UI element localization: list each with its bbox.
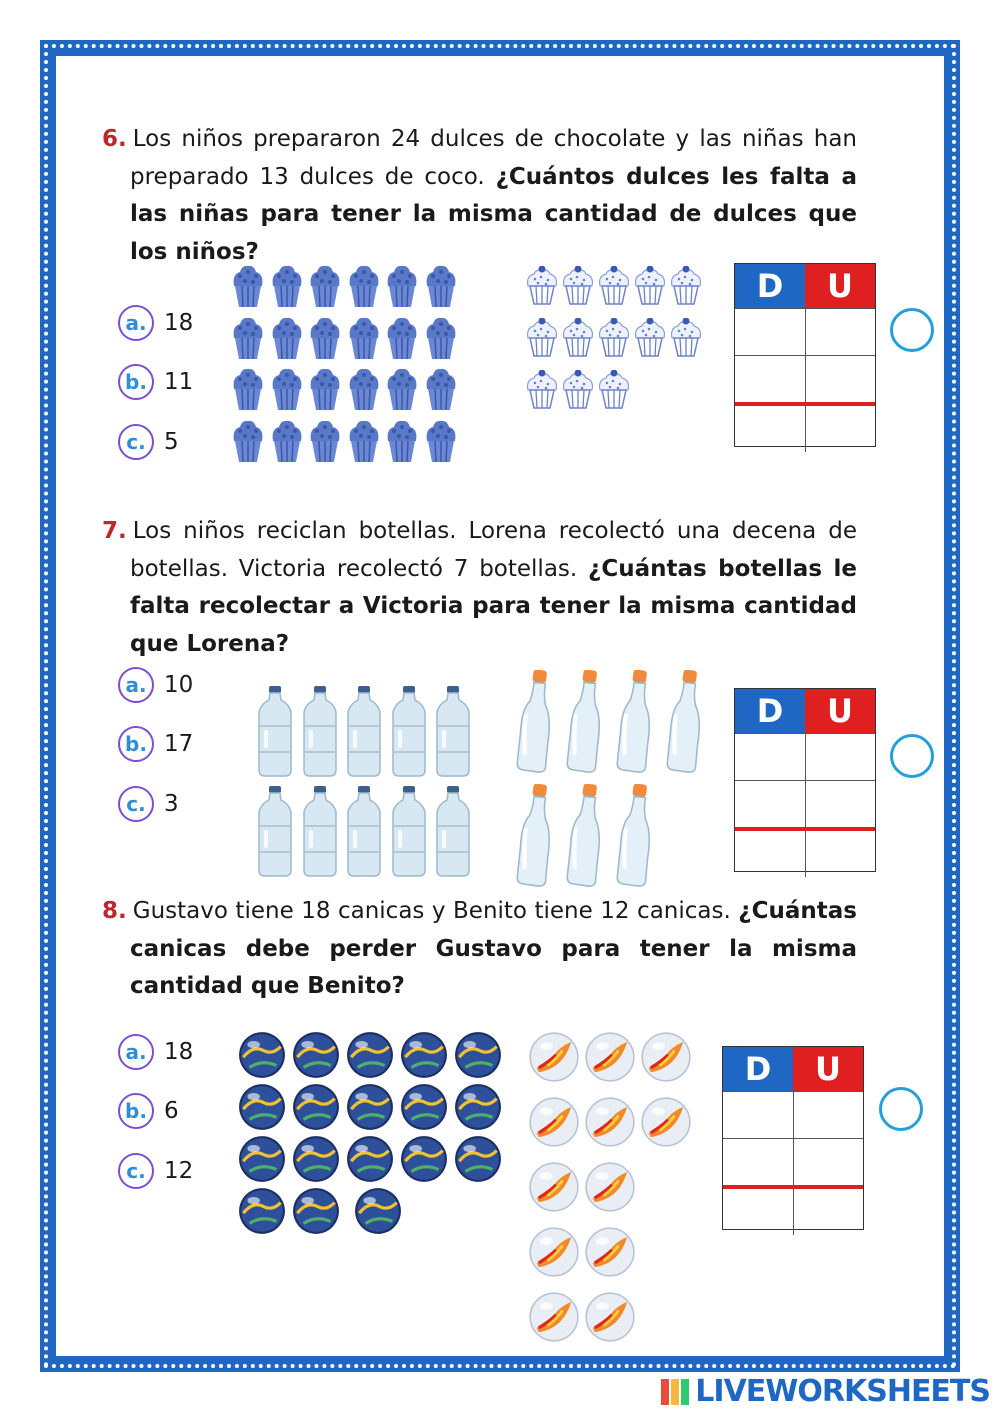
- q7-du-header-u: U: [805, 689, 875, 733]
- q8-option-a-value: 18: [164, 1039, 194, 1065]
- question-6-number: 6.: [102, 126, 127, 152]
- orange-marble-icon: [528, 1161, 580, 1213]
- coconut-cupcake-icon: [560, 370, 596, 410]
- coconut-cupcake-icon: [560, 318, 596, 358]
- water-bottle-icon: [344, 786, 384, 878]
- chocolate-cupcake-icon: [423, 367, 459, 411]
- q7-du-cell[interactable]: [806, 781, 876, 827]
- chocolate-cupcake-icon: [269, 316, 305, 360]
- q6-du-header-d: D: [735, 264, 805, 308]
- milk-bottle-icon: [561, 670, 605, 774]
- liveworksheets-logo: [661, 1374, 990, 1409]
- chocolate-cupcake-icon: [423, 419, 459, 463]
- blue-marble-icon: [290, 1186, 342, 1236]
- blue-marble-icon: [290, 1134, 342, 1184]
- q8-option-a[interactable]: [118, 1032, 193, 1072]
- blue-marble-icon: [344, 1134, 396, 1184]
- q6-option-c-value: 5: [164, 429, 179, 455]
- orange-marble-icon: [640, 1031, 692, 1083]
- orange-marble-icon: [584, 1031, 636, 1083]
- question-7-statement: Los niños reciclan botellas. Lorena recolectó una decena de botellas. Victoria recolectó 7 botellas.: [130, 518, 857, 582]
- q8-option-c-badge: c.: [118, 1153, 154, 1189]
- q8-du-result-cell[interactable]: [723, 1189, 794, 1235]
- q7-option-b-badge: b.: [118, 726, 154, 762]
- q6-du-cell[interactable]: [806, 356, 876, 402]
- orange-marble-icon: [528, 1226, 580, 1278]
- q8-option-c[interactable]: [118, 1151, 193, 1191]
- milk-bottle-icon: [511, 784, 555, 888]
- q7-option-c[interactable]: [118, 784, 179, 824]
- question-7-text: [102, 513, 857, 663]
- logo-text: LIVEWORKSHEETS: [695, 1374, 990, 1409]
- question-6-text: [102, 121, 857, 271]
- q7-du-cell[interactable]: [735, 734, 806, 780]
- q8-du-header-d: D: [723, 1047, 793, 1091]
- question-6-ask: ¿Cuántos dulces les falta a las niñas para tener la misma cantidad de dulces que los niños?: [130, 163, 857, 265]
- coconut-cupcake-icon: [596, 318, 632, 358]
- chocolate-cupcake-icon: [230, 316, 266, 360]
- chocolate-cupcake-icon: [269, 419, 305, 463]
- blue-marble-icon: [236, 1082, 288, 1132]
- coconut-cupcake-icon: [632, 266, 668, 306]
- q8-du-header-u: U: [793, 1047, 863, 1091]
- chocolate-cupcake-icon: [423, 264, 459, 308]
- chocolate-cupcake-icon: [269, 264, 305, 308]
- q6-du-header-u: U: [805, 264, 875, 308]
- orange-marble-icon: [528, 1096, 580, 1148]
- orange-marble-icon: [584, 1161, 636, 1213]
- q6-option-c[interactable]: [118, 422, 179, 462]
- q8-du-cell[interactable]: [794, 1139, 864, 1185]
- chocolate-cupcake-icon: [307, 419, 343, 463]
- q6-option-b[interactable]: [118, 362, 193, 402]
- blue-marble-icon: [344, 1030, 396, 1080]
- q6-du-table: [734, 263, 876, 447]
- coconut-cupcake-icon: [668, 266, 704, 306]
- orange-marble-icon: [528, 1031, 580, 1083]
- blue-marble-icon: [352, 1186, 404, 1236]
- q8-option-b[interactable]: [118, 1091, 179, 1131]
- water-bottle-icon: [300, 786, 340, 878]
- q7-du-table: [734, 688, 876, 872]
- blue-marble-icon: [236, 1030, 288, 1080]
- chocolate-cupcake-icon: [384, 316, 420, 360]
- question-6-statement: Los niños prepararon 24 dulces de chocolate y las niñas han preparado 13 dulces de coco.: [130, 126, 857, 190]
- logo-mark-icon: [661, 1379, 691, 1405]
- milk-bottle-icon: [611, 784, 655, 888]
- q8-answer-circle[interactable]: [879, 1087, 923, 1131]
- q8-option-a-badge: a.: [118, 1034, 154, 1070]
- q7-option-b[interactable]: [118, 724, 193, 764]
- blue-marble-icon: [236, 1134, 288, 1184]
- q6-option-a[interactable]: [118, 303, 193, 343]
- coconut-cupcake-icon: [524, 370, 560, 410]
- orange-marble-icon: [584, 1226, 636, 1278]
- question-8-number: 8.: [102, 898, 127, 924]
- q6-du-result-cell[interactable]: [735, 406, 806, 452]
- q8-du-cell[interactable]: [723, 1092, 794, 1138]
- orange-marble-icon: [584, 1096, 636, 1148]
- chocolate-cupcake-icon: [230, 367, 266, 411]
- blue-marble-icon: [236, 1186, 288, 1236]
- blue-marble-icon: [290, 1082, 342, 1132]
- q7-option-c-value: 3: [164, 791, 179, 817]
- milk-bottle-icon: [661, 670, 705, 774]
- chocolate-cupcake-icon: [269, 367, 305, 411]
- question-7-number: 7.: [102, 518, 127, 544]
- blue-marble-icon: [398, 1082, 450, 1132]
- coconut-cupcake-icon: [524, 266, 560, 306]
- blue-marble-icon: [452, 1082, 504, 1132]
- q7-option-a-value: 10: [164, 672, 194, 698]
- water-bottle-icon: [389, 786, 429, 878]
- water-bottle-icon: [344, 686, 384, 778]
- q7-du-header-d: D: [735, 689, 805, 733]
- q8-du-cell[interactable]: [723, 1139, 794, 1185]
- chocolate-cupcake-icon: [346, 419, 382, 463]
- blue-marble-icon: [398, 1030, 450, 1080]
- q6-option-a-badge: a.: [118, 305, 154, 341]
- water-bottle-icon: [255, 786, 295, 878]
- blue-marble-icon: [398, 1134, 450, 1184]
- q6-du-result-cell[interactable]: [806, 406, 876, 452]
- milk-bottle-icon: [561, 784, 605, 888]
- q6-option-c-badge: c.: [118, 424, 154, 460]
- water-bottle-icon: [255, 686, 295, 778]
- q7-option-b-value: 17: [164, 731, 194, 757]
- milk-bottle-icon: [611, 670, 655, 774]
- chocolate-cupcake-icon: [384, 419, 420, 463]
- q7-du-result-cell[interactable]: [735, 831, 806, 877]
- question-8-ask: ¿Cuántas canicas debe perder Gustavo para tener la misma cantidad que Benito?: [130, 898, 857, 999]
- q6-option-b-value: 11: [164, 369, 194, 395]
- water-bottle-icon: [300, 686, 340, 778]
- chocolate-cupcake-icon: [346, 367, 382, 411]
- chocolate-cupcake-icon: [230, 264, 266, 308]
- q6-option-a-value: 18: [164, 310, 194, 336]
- q7-du-cell[interactable]: [806, 734, 876, 780]
- q6-answer-circle[interactable]: [890, 308, 934, 352]
- chocolate-cupcake-icon: [346, 316, 382, 360]
- chocolate-cupcake-icon: [384, 367, 420, 411]
- chocolate-cupcake-icon: [307, 367, 343, 411]
- q6-du-cell[interactable]: [735, 356, 806, 402]
- q7-answer-circle[interactable]: [890, 734, 934, 778]
- q8-du-result-cell[interactable]: [794, 1189, 864, 1235]
- orange-marble-icon: [584, 1291, 636, 1343]
- chocolate-cupcake-icon: [346, 264, 382, 308]
- q7-du-result-cell[interactable]: [806, 831, 876, 877]
- q6-du-cell[interactable]: [735, 309, 806, 355]
- water-bottle-icon: [389, 686, 429, 778]
- q8-option-b-badge: b.: [118, 1093, 154, 1129]
- q7-option-a[interactable]: [118, 665, 193, 705]
- coconut-cupcake-icon: [596, 370, 632, 410]
- blue-marble-icon: [344, 1082, 396, 1132]
- question-7-ask: ¿Cuántas botellas le falta recolectar a Victoria para tener la misma cantidad que Lorena?: [130, 555, 857, 657]
- q7-option-a-badge: a.: [118, 667, 154, 703]
- water-bottle-icon: [433, 786, 473, 878]
- orange-marble-icon: [528, 1291, 580, 1343]
- q8-option-b-value: 6: [164, 1098, 179, 1124]
- q6-du-cell[interactable]: [806, 309, 876, 355]
- question-8-text: [102, 893, 857, 1006]
- q6-option-b-badge: b.: [118, 364, 154, 400]
- question-8-statement: Gustavo tiene 18 canicas y Benito tiene 12 canicas.: [132, 898, 731, 924]
- chocolate-cupcake-icon: [230, 419, 266, 463]
- orange-marble-icon: [640, 1096, 692, 1148]
- q7-du-cell[interactable]: [735, 781, 806, 827]
- coconut-cupcake-icon: [596, 266, 632, 306]
- coconut-cupcake-icon: [560, 266, 596, 306]
- coconut-cupcake-icon: [632, 318, 668, 358]
- coconut-cupcake-icon: [524, 318, 560, 358]
- q8-du-cell[interactable]: [794, 1092, 864, 1138]
- water-bottle-icon: [433, 686, 473, 778]
- blue-marble-icon: [452, 1134, 504, 1184]
- q8-du-table: [722, 1046, 864, 1230]
- q8-option-c-value: 12: [164, 1158, 194, 1184]
- chocolate-cupcake-icon: [384, 264, 420, 308]
- coconut-cupcake-icon: [668, 318, 704, 358]
- blue-marble-icon: [290, 1030, 342, 1080]
- milk-bottle-icon: [511, 670, 555, 774]
- chocolate-cupcake-icon: [307, 316, 343, 360]
- q7-option-c-badge: c.: [118, 786, 154, 822]
- chocolate-cupcake-icon: [423, 316, 459, 360]
- chocolate-cupcake-icon: [307, 264, 343, 308]
- blue-marble-icon: [452, 1030, 504, 1080]
